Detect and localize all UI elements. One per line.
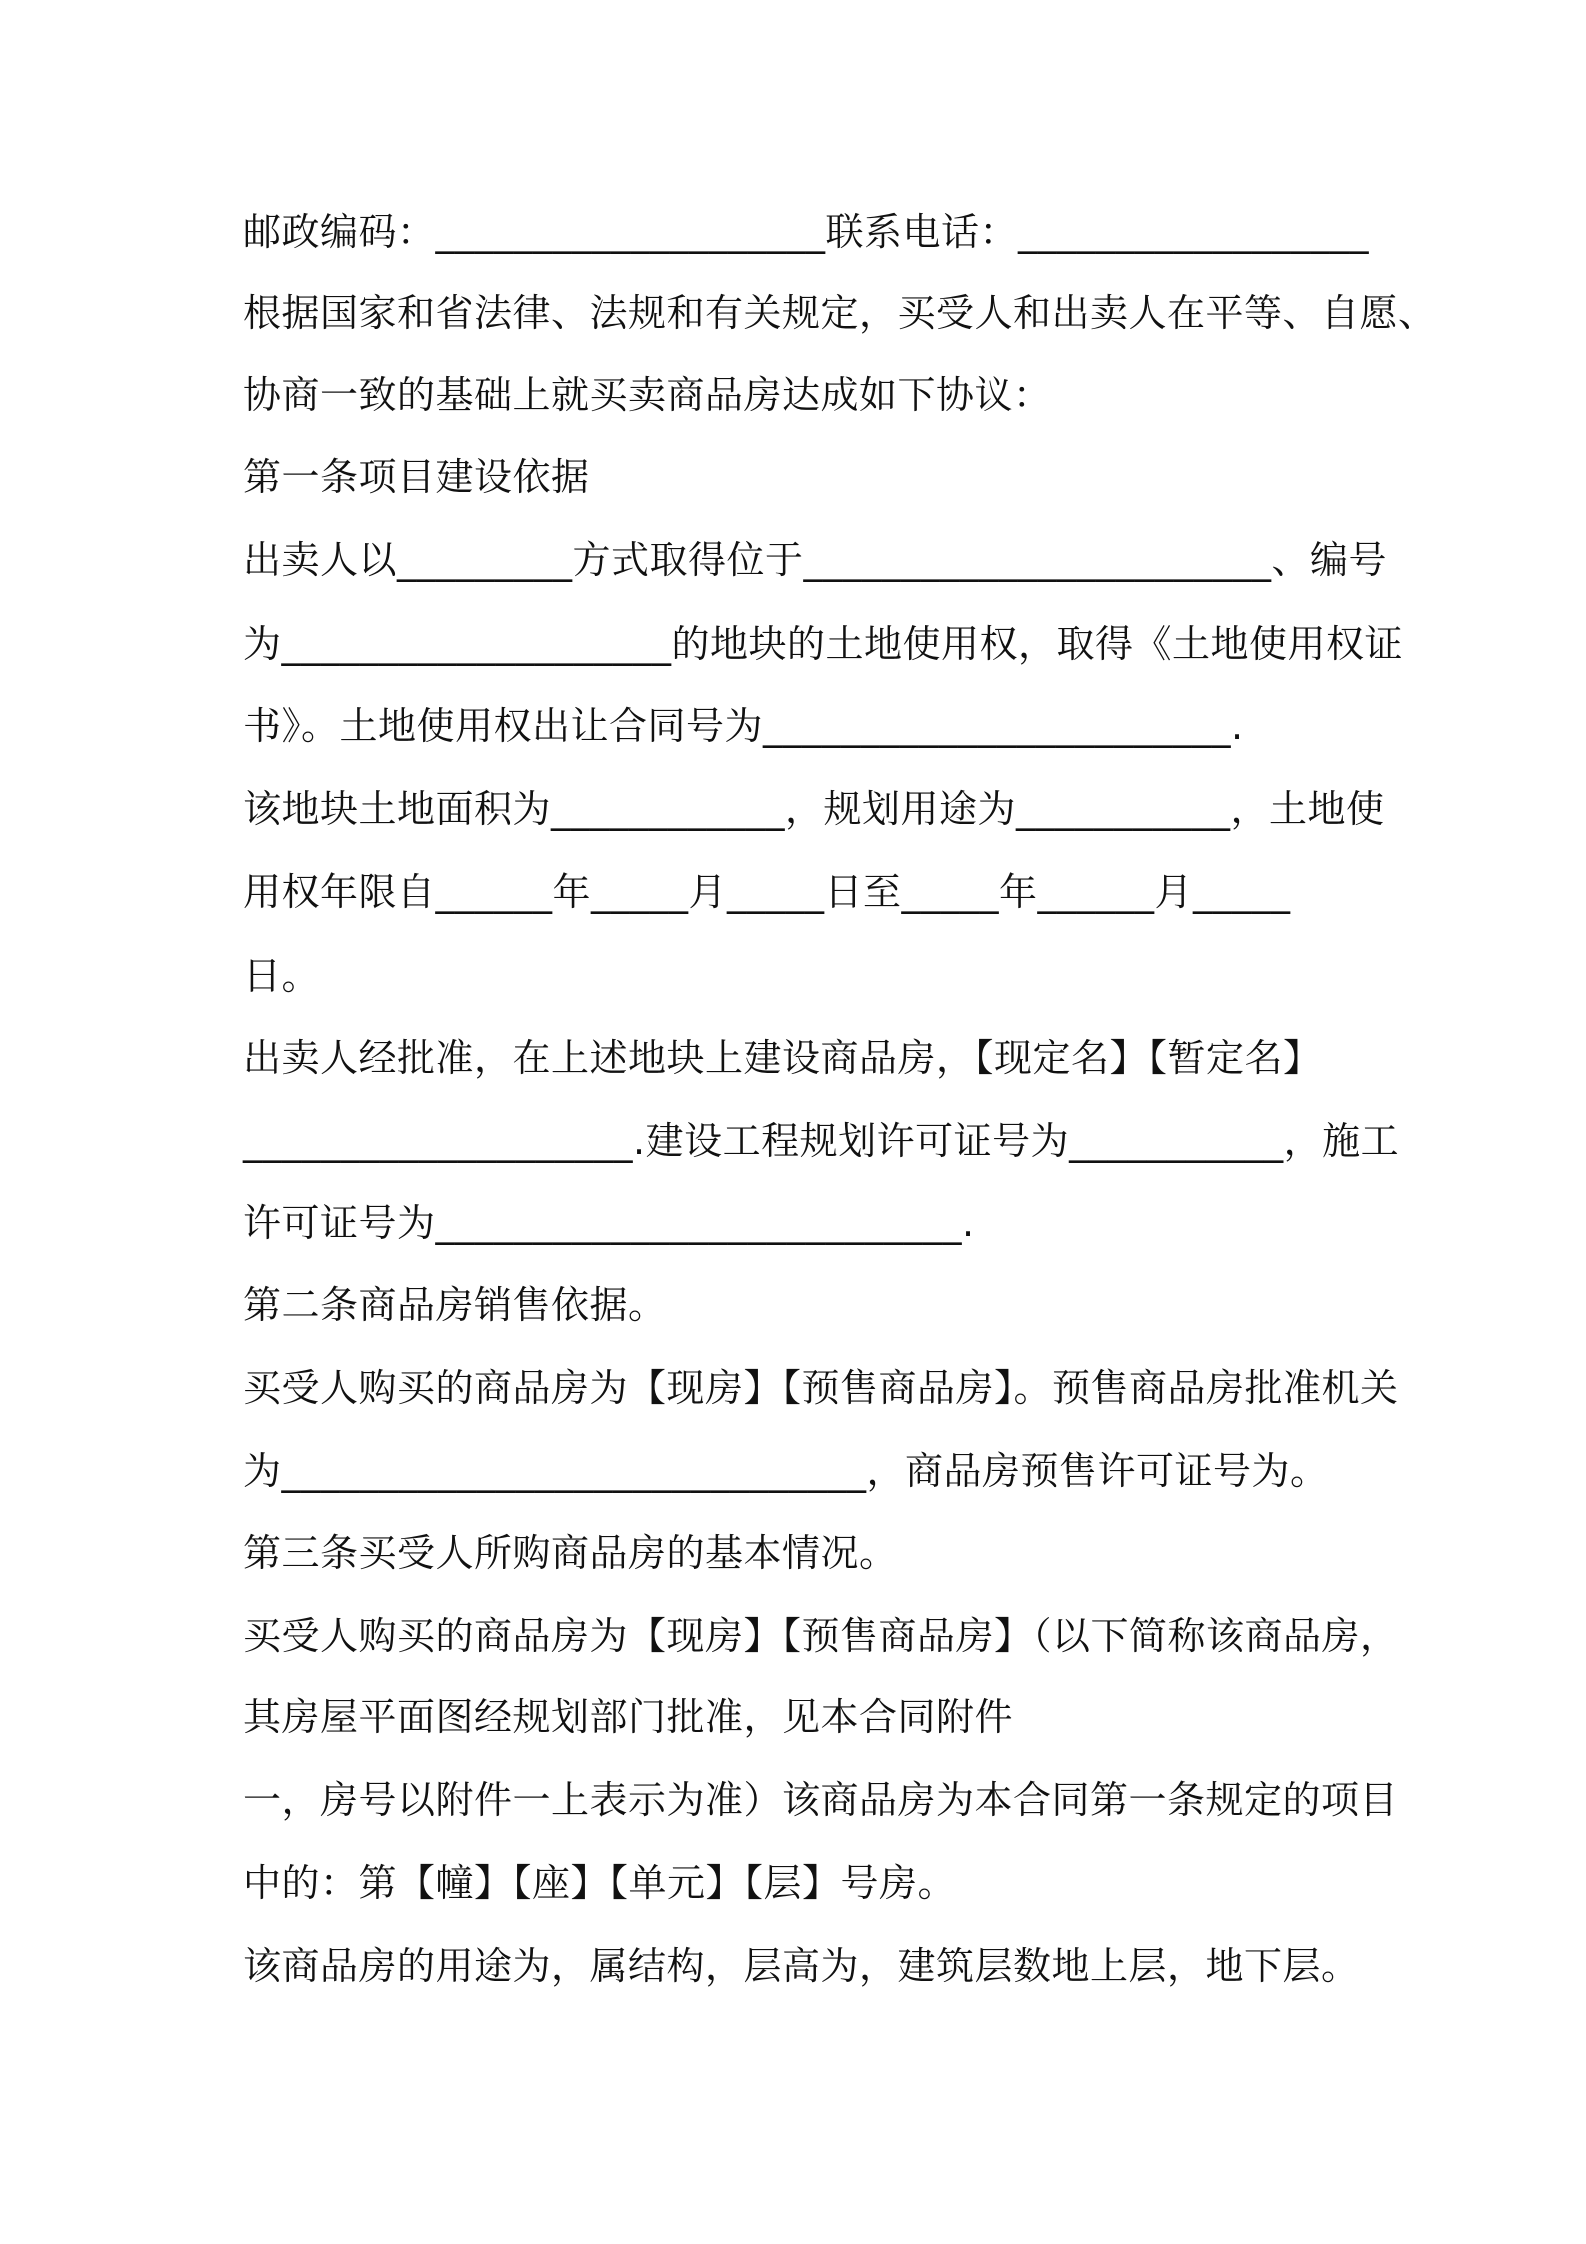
line-article-2-para-1: 买受人购买的商品房为【现房】【预售商品房】。预售商品房批准机关 <box>243 1366 1399 1410</box>
line-article-3-para-1: 买受人购买的商品房为【现房】【预售商品房】（以下简称该商品房， <box>243 1614 1399 1658</box>
line-article-1-para-8: ____________________.建设工程规划许可证号为___________，施工 <box>243 1119 1400 1163</box>
heading-article-1: 第一条项目建设依据 <box>243 455 590 499</box>
line-article-3-para-4: 中的：第【幢】【座】【单元】【层】号房。 <box>243 1861 957 1905</box>
line-article-3-para-5: 该商品房的用途为，属结构，层高为，建筑层数地上层，地下层。 <box>243 1944 1360 1988</box>
line-article-1-para-3: 书》。土地使用权出让合同号为________________________. <box>243 704 1244 748</box>
line-article-1-para-9: 许可证号为___________________________. <box>243 1201 975 1245</box>
line-intro-1: 根据国家和省法律、法规和有关规定，买受人和出卖人在平等、自愿、 <box>243 291 1437 335</box>
line-postcode-phone: 邮政编码：____________________联系电话：__________________ <box>243 210 1370 254</box>
line-article-1-para-1: 出卖人以_________方式取得位于________________________、编号 <box>243 538 1388 582</box>
line-intro-2: 协商一致的基础上就买卖商品房达成如下协议： <box>243 373 1052 417</box>
heading-article-2: 第二条商品房销售依据。 <box>243 1283 667 1327</box>
line-article-1-para-5: 用权年限自______年_____月_____日至_____年______月_____ <box>243 870 1291 914</box>
line-article-1-para-6: 日。 <box>243 954 321 998</box>
line-article-1-para-4: 该地块土地面积为____________，规划用途为___________，土地使 <box>243 787 1385 831</box>
line-article-1-para-2: 为____________________的地块的土地使用权，取得《土地使用权证 <box>243 622 1404 666</box>
line-article-3-para-3: 一，房号以附件一上表示为准）该商品房为本合同第一条规定的项目 <box>243 1778 1399 1822</box>
line-article-2-para-2: 为______________________________，商品房预售许可证号为。 <box>243 1449 1329 1493</box>
heading-article-3: 第三条买受人所购商品房的基本情况。 <box>243 1531 898 1575</box>
line-article-3-para-2: 其房屋平面图经规划部门批准，见本合同附件 <box>243 1695 1014 1739</box>
line-article-1-para-7: 出卖人经批准，在上述地块上建设商品房，【现定名】【暂定名】 <box>243 1036 1322 1080</box>
